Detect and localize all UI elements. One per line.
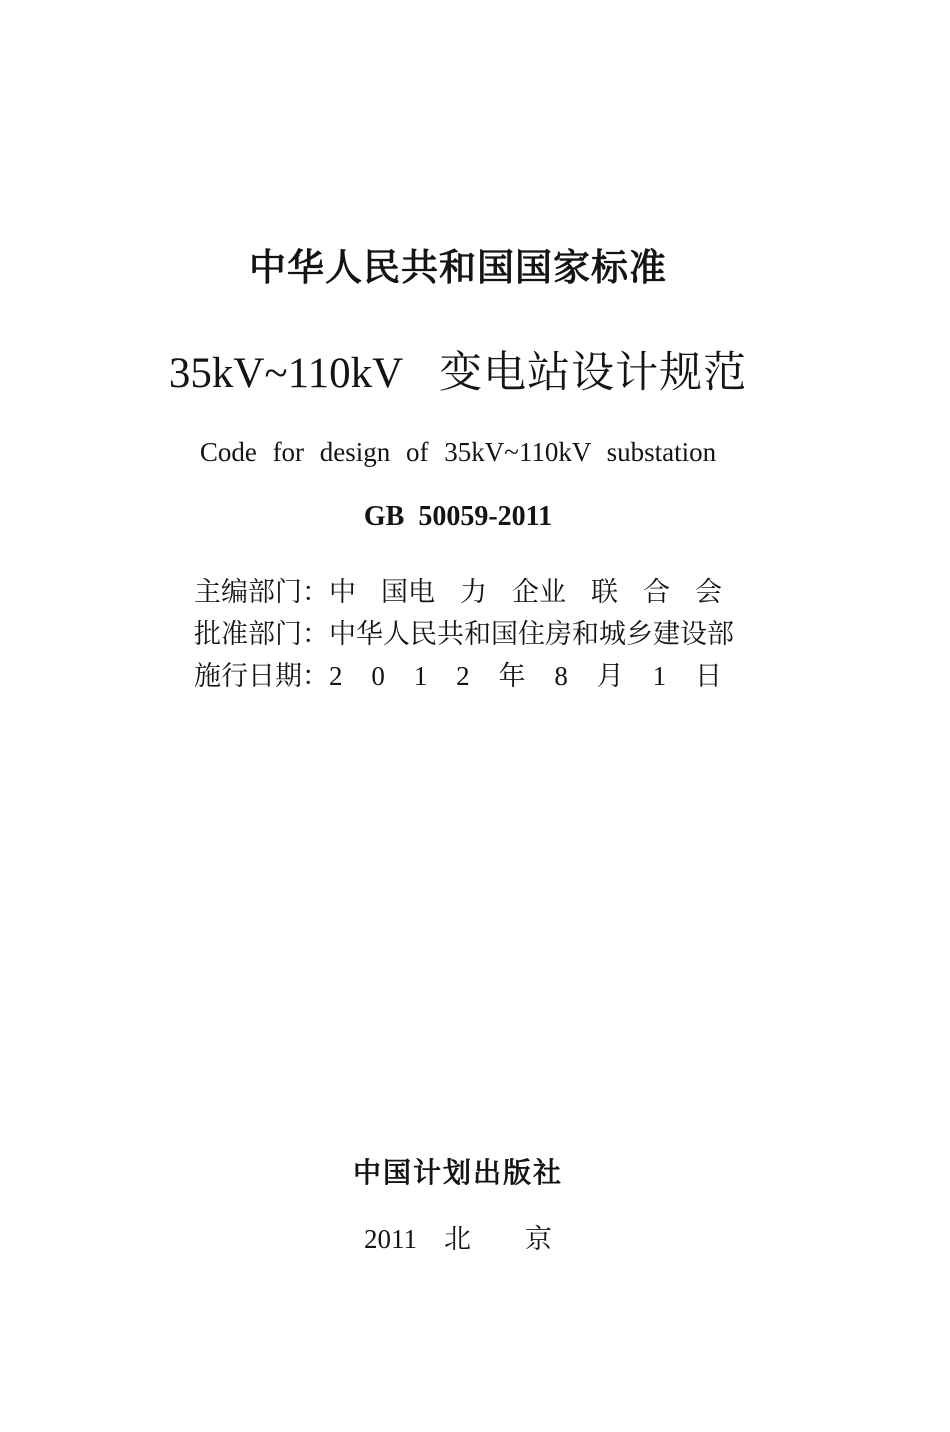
justified-token: 和 [464,619,491,649]
justified-token: 中 [329,619,356,649]
chief-editor-department-row [194,571,722,613]
standard-title-voltage-range: 35kV~110kV [168,350,404,397]
justified-token: 联 [591,577,618,607]
justified-token: 城 [599,619,626,649]
justified-token: 人 [383,619,410,649]
approval-department-value [329,613,734,655]
justified-token: 华 [356,619,383,649]
justified-token: 共 [437,619,464,649]
justified-token: 1 [652,661,667,691]
publisher-name: 中国计划出版社 [352,1157,563,1188]
justified-token: 国 [491,619,518,649]
issuance-details [194,571,734,697]
justified-token: 房 [545,619,572,649]
justified-token: 建 [653,619,680,649]
justified-token: 8 [554,661,568,691]
justified-token: 力 [460,577,487,607]
justified-token: 乡 [626,619,653,649]
justified-token: 企业 [512,577,566,607]
justified-token: 住 [518,619,545,649]
standard-title-chinese: 变电站设计规范 [439,350,748,397]
chief-editor-department-label: 主编部门： [194,577,329,607]
justified-token: 2 [456,661,470,691]
standard-title-english: Code for design of 35kV~110kV substation [199,437,717,467]
justified-token: 和 [572,619,599,649]
national-standard-heading: 中华人民共和国国家标准 [249,247,667,288]
chief-editor-department-value [329,571,722,613]
justified-token: 0 [371,661,385,691]
justified-token: 民 [410,619,437,649]
justified-token: 设 [680,619,707,649]
justified-token: 会 [695,577,722,607]
justified-token: 国电 [381,577,435,607]
justified-token: 部 [707,619,734,649]
standard-number: GB 50059-2011 [363,501,553,532]
justified-token: 中 [329,577,356,607]
justified-token: 日 [695,661,722,691]
justified-token: 年 [498,661,526,691]
standard-title [0,349,916,398]
justified-token: 合 [643,577,670,607]
implementation-date-row [194,655,722,697]
justified-token: 1 [413,661,428,691]
approval-department-label: 批准部门： [194,619,329,649]
approval-department-row [194,613,734,655]
implementation-date-value [329,655,722,697]
justified-token: 月 [596,661,624,691]
justified-token: 2 [329,661,343,691]
implementation-date-label: 施行日期： [194,661,329,691]
imprint-year-city: 2011 北 京 [364,1224,552,1254]
